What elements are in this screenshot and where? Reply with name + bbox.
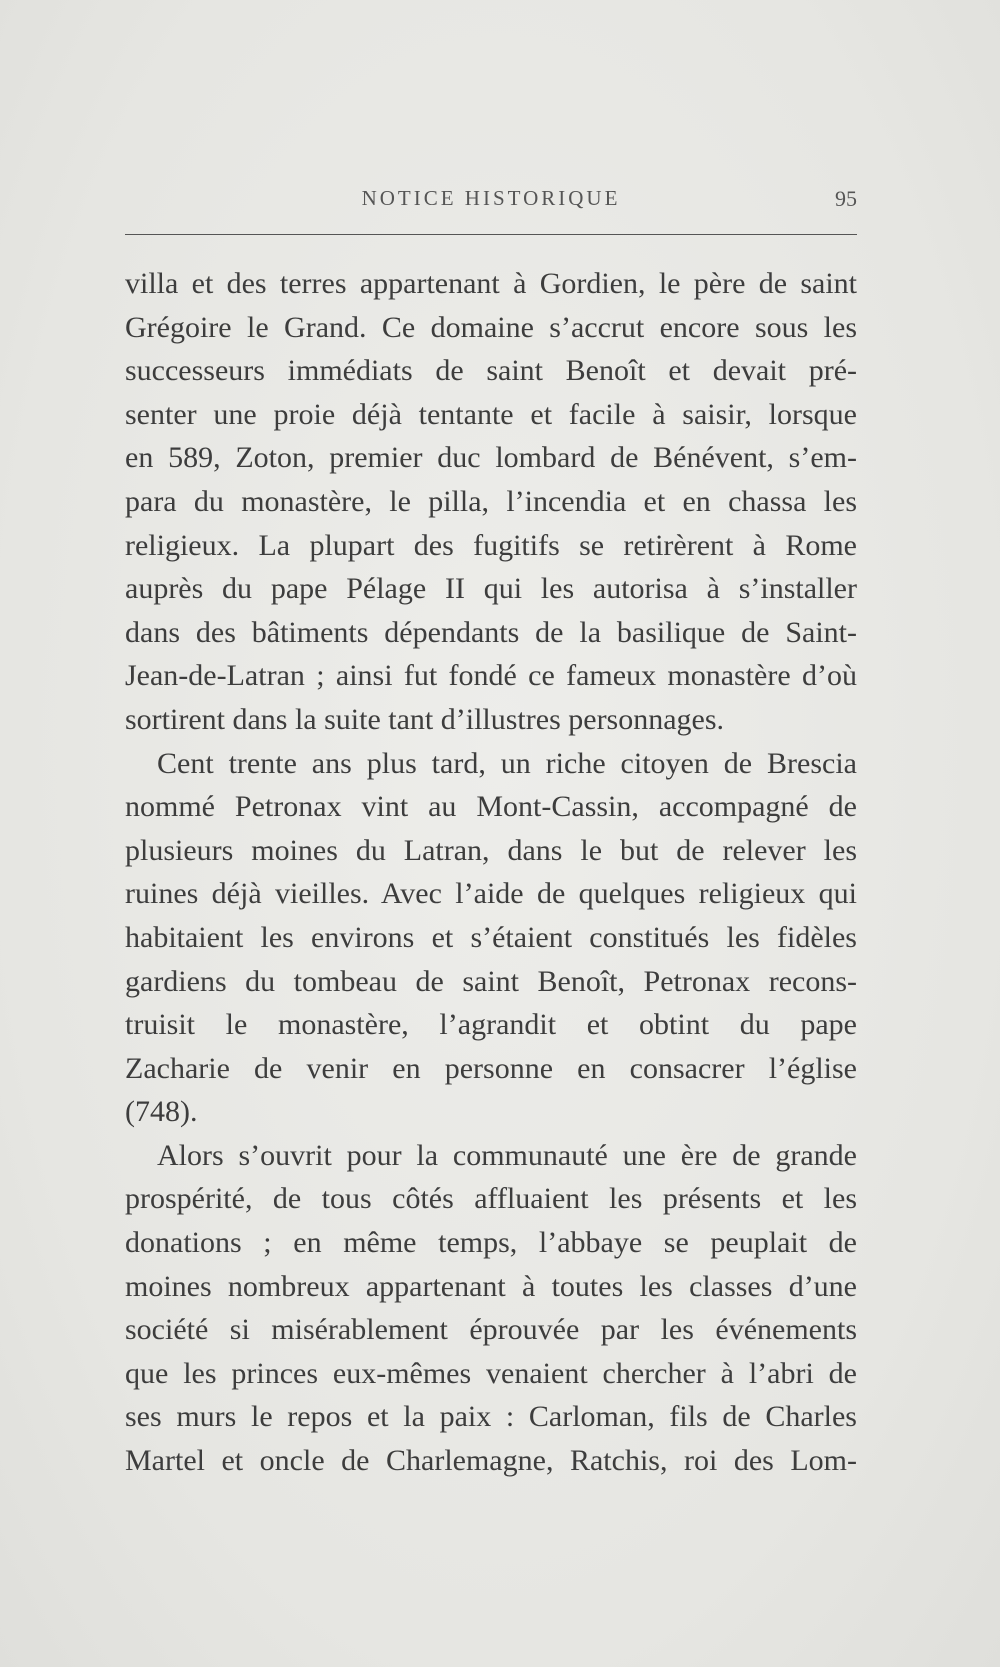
- text-line: Cent trente ans plus tard, un riche citoyen de Brescia: [157, 746, 857, 780]
- text-line: truisit le monastère, l’agrandit et obtint du pape: [125, 1008, 857, 1042]
- text-line: moines nombreux appartenant à toutes les classes d’une: [125, 1269, 857, 1303]
- text-line: Martel et oncle de Charlemagne, Ratchis, roi des Lom-: [125, 1444, 857, 1478]
- body-text: [125, 262, 857, 1483]
- text-line: Grégoire le Grand. Ce domaine s’accrut encore sous les: [125, 310, 857, 344]
- text-line: donations ; en même temps, l’abbaye se peuplait de: [125, 1226, 857, 1260]
- text-line: (748).: [125, 1095, 198, 1129]
- text-line: gardiens du tombeau de saint Benoît, Petronax recons-: [125, 964, 857, 998]
- text-line: prospérité, de tous côtés affluaient les présents et les: [125, 1182, 857, 1216]
- text-line: en 589, Zoton, premier duc lombard de Bénévent, s’em-: [125, 441, 857, 475]
- text-line: nommé Petronax vint au Mont-Cassin, accompagné de: [125, 790, 857, 824]
- text-line: successeurs immédiats de saint Benoît et devait pré-: [125, 354, 857, 388]
- text-line: senter une proie déjà tentante et facile à saisir, lorsque: [125, 397, 857, 431]
- text-line: dans des bâtiments dépendants de la basilique de Saint-: [125, 615, 857, 649]
- text-line: Zacharie de venir en personne en consacrer l’église: [125, 1051, 857, 1085]
- text-line: villa et des terres appartenant à Gordien, le père de saint: [125, 267, 857, 300]
- text-line: sortirent dans la suite tant d’illustres personnages.: [125, 702, 725, 736]
- text-line: auprès du pape Pélage II qui les autorisa à s’installer: [125, 572, 857, 606]
- text-line: habitaient les environs et s’étaient constitués les fidèles: [125, 920, 857, 954]
- text-line: que les princes eux-mêmes venaient chercher à l’abri de: [125, 1356, 857, 1390]
- running-title: NOTICE HISTORIQUE: [361, 186, 621, 210]
- text-line: religieux. La plupart des fugitifs se retirèrent à Rome: [125, 528, 857, 562]
- text-line: société si misérablement éprouvée par les événements: [125, 1313, 857, 1347]
- text-line: Jean-de-Latran ; ainsi fut fondé ce fameux monastère d’où: [125, 659, 857, 693]
- header-rule: [125, 234, 857, 235]
- text-line: para du monastère, le pilla, l’incendia et en chassa les: [125, 484, 857, 518]
- text-line: ruines déjà vieilles. Avec l’aide de quelques religieux qui: [125, 877, 857, 911]
- page-number: 95: [835, 186, 857, 211]
- text-line: plusieurs moines du Latran, dans le but de relever les: [125, 833, 857, 867]
- running-head: [125, 186, 857, 216]
- text-line: Alors s’ouvrit pour la communauté une ère de grande: [157, 1138, 857, 1172]
- text-line: ses murs le repos et la paix : Carloman, fils de Charles: [125, 1400, 857, 1434]
